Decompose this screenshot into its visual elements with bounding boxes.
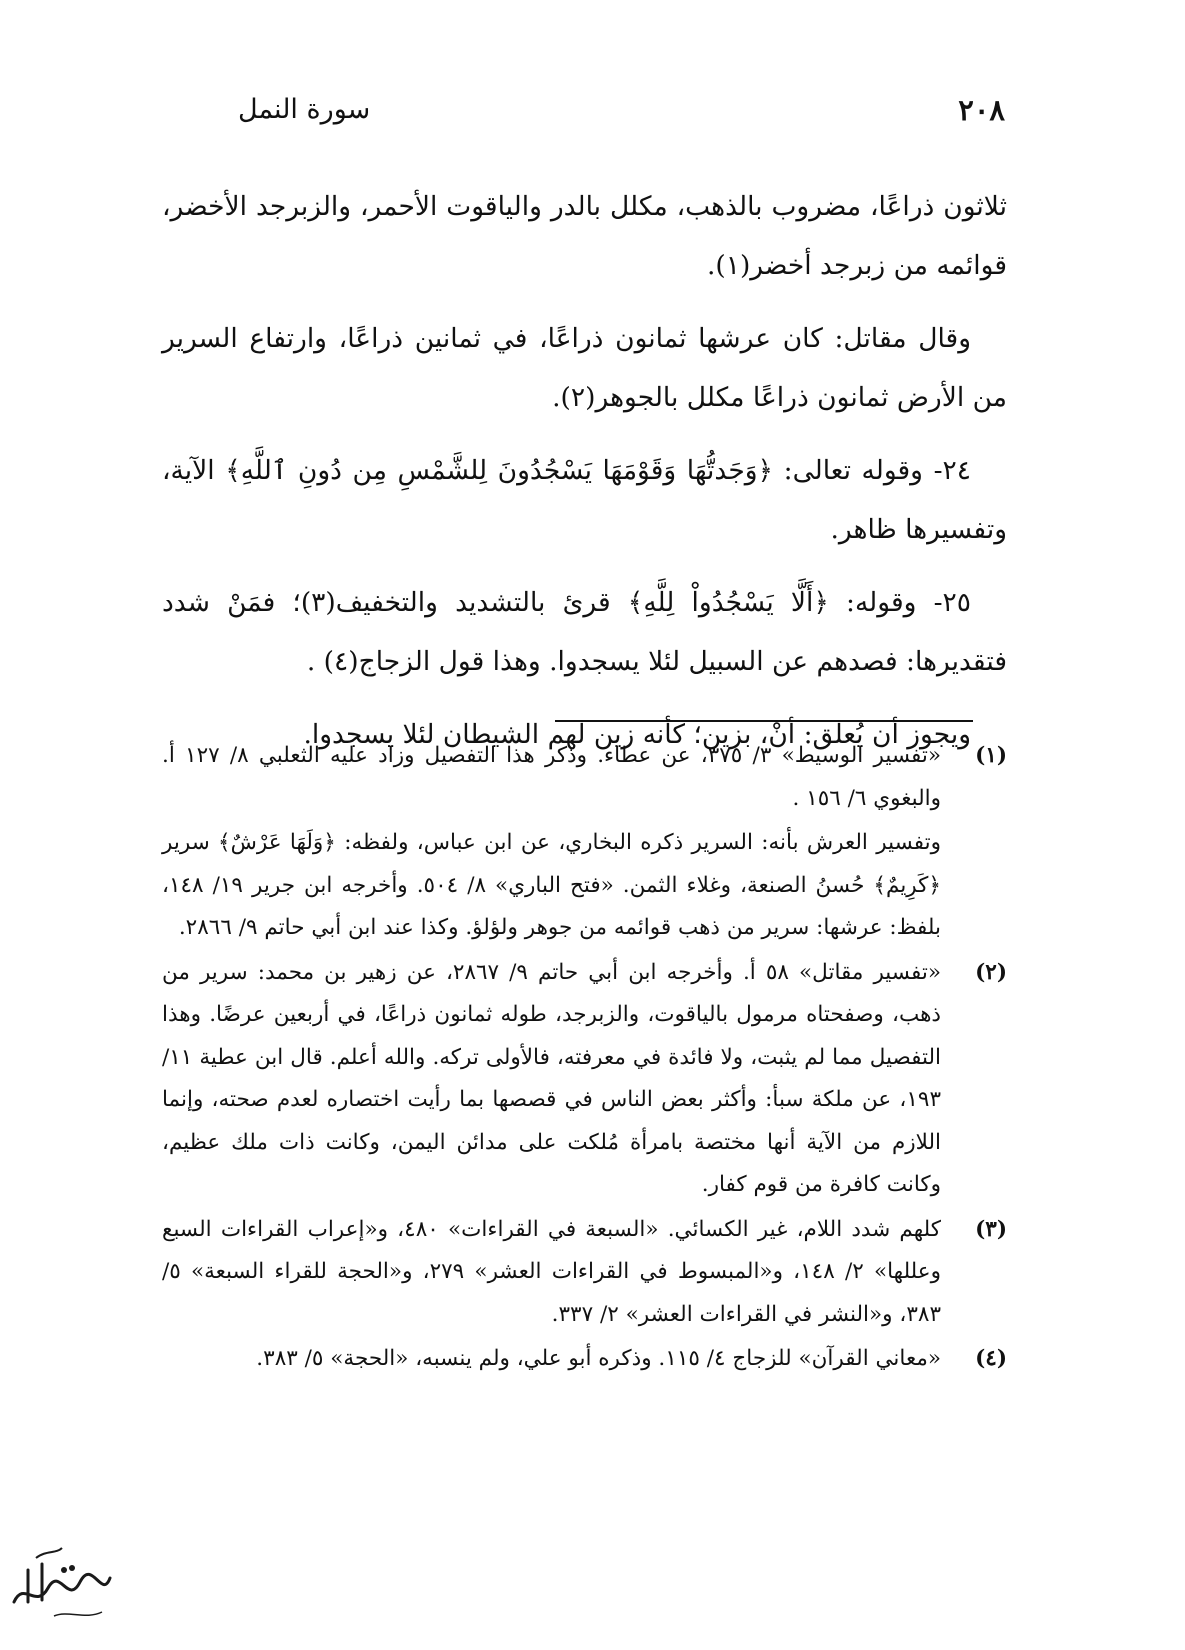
footnote-marker: (٤) (975, 1346, 1007, 1371)
surah-title: سورة النمل (238, 94, 371, 125)
paragraph-continuation: ثلاثون ذراعًا، مضروب بالذهب، مكلل بالدر والياقوت الأحمر، والزبرجد الأخضر، قوائمه من زبرجد أخضر(١). (162, 191, 1007, 281)
footnote-text: كلهم شدد اللام، غير الكسائي. «السبعة في القراءات» ٤٨٠، و«إعراب القراءات السبع وعللها» ٢/ ١٤٨، و«المبسوط في القراءات العشر» ٢٧٩، و«الحجة للقراء السبعة» ٥/ ٣٨٣، و«النشر في القراءات العشر» ٢/ ٣٣٧. (162, 1216, 942, 1327)
footnote-1-continuation: وتفسير العرش بأنه: السرير ذكره البخاري، عن ابن عباس، ولفظه: ﴿وَلَهَا عَرْشٌ﴾ سرير ﴿كَرِيمٌ﴾ حُسنُ الصنعة، وغلاء الثمن. «فتح الباري» ٨/ ٥٠٤. وأخرجه ابن جرير ١٩/ ١٤٨، بلفظ: عرشها: سرير من ذهب قوائمه من جوهر ولؤلؤ. وكذا عند ابن أبي حاتم ٩/ ٢٨٦٦. (162, 830, 941, 940)
footnote-separator (555, 720, 973, 722)
footnote-3 (162, 1209, 1007, 1337)
paragraph-verse-24: ٢٤- وقوله تعالى: ﴿وَجَدتُّهَا وَقَوْمَهَا يَسْجُدُونَ لِلشَّمْسِ مِن دُونِ ٱللَّهِ﴾ الآية، وتفسيرها ظاهر. (162, 455, 1007, 545)
paragraph-yajuz: ويجوز أن يُعلق: أنْ، بزين؛ كأنه زين لهم الشيطان لئلا يسجدوا. (303, 719, 971, 750)
footnotes (162, 735, 1007, 1383)
main-text (162, 177, 1007, 778)
footnote-text: «معاني القرآن» للزجاج ٤/ ١١٥. وذكره أبو علي، ولم ينسبه، «الحجة» ٥/ ٣٨٣. (256, 1346, 941, 1371)
page-number: ٢٠٨ (958, 93, 1005, 127)
footnote-marker: (١) (975, 743, 1007, 768)
footnote-marker: (٣) (975, 1216, 1007, 1242)
paragraph-verse-25: ٢٥- وقوله: ﴿أَلَّا يَسْجُدُواْ لِلَّهِ﴾ قرئ بالتشديد والتخفيف(٣)؛ فمَنْ شدد فتقديرها: فصدهم عن السبيل لئلا يسجدوا. وهذا قول الزجاج(٤) . (162, 587, 1007, 677)
running-header (0, 92, 1185, 132)
footnote-text: «تفسير مقاتل» ٥٨ أ. وأخرجه ابن أبي حاتم ٩/ ٢٨٦٧، عن زهير بن محمد: سرير من ذهب، وصفحتاه مرمول بالياقوت، والزبرجد، طوله ثمانون ذراعًا، في أربعين عرضًا. وهذا التفصيل مما لم يثبت، ولا فائدة في معرفته، فالأولى تركه. والله أعلم. قال ابن عطية ١١/ ١٩٣، عن ملكة سبأ: وأكثر بعض الناس في قصصها بما رأيت اختصاره لعدم صحته، وإنما اللازم من الآية أنها مختصة بامرأة مُلكت على مدائن اليمن، وكانت ذات ملك عظيم، وكانت كافرة من قوم كفار. (162, 959, 941, 1197)
footnote-marker: (٢) (975, 959, 1007, 985)
footnote-4 (162, 1338, 1007, 1381)
footnote-1 (162, 735, 1007, 820)
watermark-logo (6, 1540, 116, 1630)
footnote-text: «تفسير الوسيط» ٣/ ٣٧٥، عن عطاء. وذكر هذا التفصيل وزاد عليه الثعلبي ٨/ ١٢٧ أ. والبغوي ٦/ ١٥٦ . (162, 743, 942, 811)
footnote-2 (162, 952, 1007, 1207)
paragraph-muqatil: وقال مقاتل: كان عرشها ثمانون ذراعًا، في ثمانين ذراعًا، وارتفاع السرير من الأرض ثمانون ذراعًا مكلل بالجوهر(٢). (162, 323, 1007, 413)
